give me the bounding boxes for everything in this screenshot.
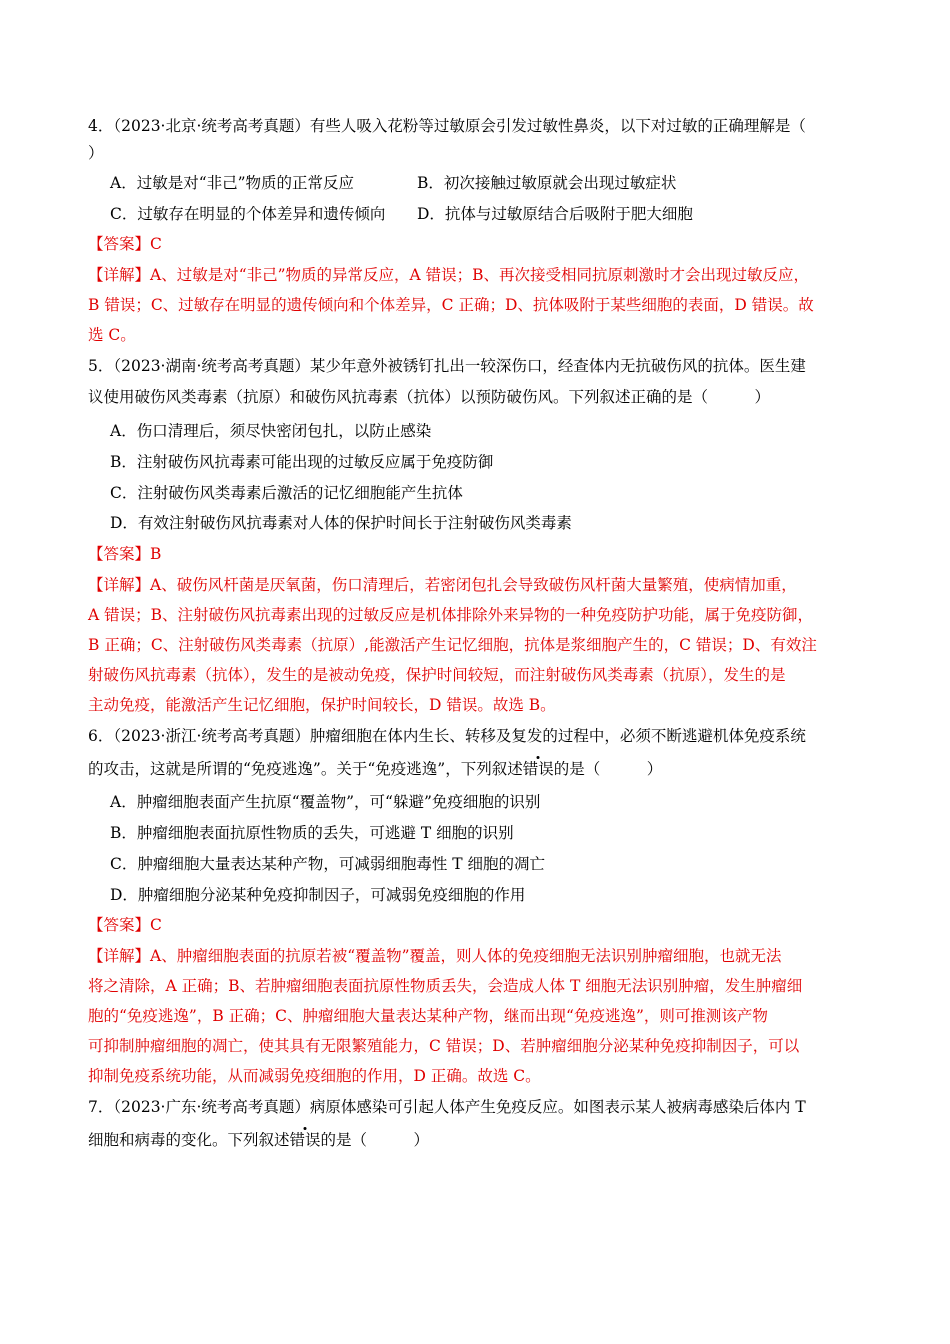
q7-emphasis-word: 错误 (289, 1131, 321, 1149)
q4-answer: 【答案】C (88, 235, 162, 253)
q7-stem-text-a: 细胞和病毒的变化。下列叙述 (88, 1131, 290, 1149)
q5-detail-line-1: 【详解】A、破伤风杆菌是厌氧菌，伤口清理后，若密闭包扎会导致破伤风杆菌大量繁殖，使病情加重， (88, 576, 797, 594)
q7-stem-line-2 (88, 1129, 429, 1151)
q6-option-d: D．肿瘤细胞分泌某种免疫抑制因子，可减弱免疫细胞的作用 (110, 886, 526, 904)
q4-stem-line-2: ） (88, 144, 104, 162)
q5-option-b: B．注射破伤风抗毒素可能出现的过敏反应属于免疫防御 (110, 453, 494, 471)
q5-answer: 【答案】B (88, 545, 162, 563)
q6-option-b: B．肿瘤细胞表面抗原性物质的丢失，可逃避 T 细胞的识别 (110, 824, 514, 842)
q5-detail-line-2: A 错误；B、注射破伤风抗毒素出现的过敏反应是机体排除外来异物的一种免疫防护功能，属于免疫防御， (88, 606, 814, 624)
q6-detail-line-3: 胞的“免疫逃逸”，B 正确；C、肿瘤细胞大量表达某种产物，继而出现“免疫逃逸”，则可推测该产物 (88, 1007, 768, 1025)
q6-answer: 【答案】C (88, 916, 162, 934)
q5-stem-line-2: 议使用破伤风类毒素（抗原）和破伤风抗毒素（抗体）以预防破伤风。下列叙述正确的是（ ） (88, 388, 771, 406)
q6-detail-line-2: 将之清除，A 正确；B、若肿瘤细胞表面抗原性物质丢失，会造成人体 T 细胞无法识别肿瘤，发生肿瘤细 (88, 977, 803, 995)
q7-stem-text-c: 的是（ ） (320, 1131, 430, 1149)
q5-detail-line-4: 射破伤风抗毒素（抗体），发生的是被动免疫，保护时间较短，而注射破伤风类毒素（抗原），发生的是 (88, 666, 786, 684)
q4-option-c: C．过敏存在明显的个体差异和遗传倾向 (110, 205, 386, 223)
q4-detail-line-3: 选 C。 (88, 326, 136, 344)
q6-detail-line-1: 【详解】A、肿瘤细胞表面的抗原若被“覆盖物”覆盖，则人体的免疫细胞无法识别肿瘤细胞，也就无法 (88, 947, 782, 965)
q7-stem-line-1: 7．（2023·广东·统考高考真题）病原体感染可引起人体产生免疫反应。如图表示某人被病毒感染后体内 T (88, 1098, 806, 1116)
q5-option-a: A．伤口清理后，须尽快密闭包扎，以防止感染 (110, 422, 432, 440)
q6-stem-line-1: 6．（2023·浙江·统考高考真题）肿瘤细胞在体内生长、转移及复发的过程中，必须不断逃避机体免疫系统 (88, 727, 806, 745)
q6-emphasis-word: 错误 (522, 760, 554, 778)
q6-option-a: A．肿瘤细胞表面产生抗原“覆盖物”，可“躲避”免疫细胞的识别 (110, 793, 541, 811)
q4-option-a: A．过敏是对“非己”物质的正常反应 (110, 174, 355, 192)
q4-option-b: B．初次接触过敏原就会出现过敏症状 (417, 174, 677, 192)
q6-detail-line-4: 可抑制肿瘤细胞的凋亡，使其具有无限繁殖能力，C 错误；D、若肿瘤细胞分泌某种免疫抑制因子，可以 (88, 1037, 800, 1055)
q4-option-d: D．抗体与过敏原结合后吸附于肥大细胞 (417, 205, 693, 223)
q6-stem-text-c: 的是（ ） (553, 760, 663, 778)
q6-stem-text-a: 的攻击，这就是所谓的“免疫逃逸”。关于“免疫逃逸”，下列叙述 (88, 760, 523, 778)
q4-stem-line-1: 4．（2023·北京·统考高考真题）有些人吸入花粉等过敏原会引发过敏性鼻炎，以下对过敏的正确理解是（ (88, 117, 806, 135)
q4-detail-line-2: B 错误；C、过敏存在明显的遗传倾向和个体差异，C 正确；D、抗体吸附于某些细胞的表面，D 错误。故 (88, 296, 814, 314)
q4-detail-line-1: 【详解】A、过敏是对“非己”物质的异常反应，A 错误；B、再次接受相同抗原刺激时才会出现过敏反应， (88, 266, 810, 284)
q5-option-d: D．有效注射破伤风抗毒素对人体的保护时间长于注射破伤风类毒素 (110, 514, 572, 532)
q5-detail-line-5: 主动免疫，能激活产生记忆细胞，保护时间较长，D 错误。故选 B。 (88, 696, 556, 714)
q5-stem-line-1: 5．（2023·湖南·统考高考真题）某少年意外被锈钉扎出一较深伤口，经查体内无抗破伤风的抗体。医生建 (88, 357, 806, 375)
q6-option-c: C．肿瘤细胞大量表达某种产物，可减弱细胞毒性 T 细胞的凋亡 (110, 855, 546, 873)
q5-option-c: C．注射破伤风类毒素后激活的记忆细胞能产生抗体 (110, 484, 463, 502)
q5-detail-line-3: B 正确；C、注射破伤风类毒素（抗原）,能激活产生记忆细胞，抗体是浆细胞产生的，C 错误；D、有效注 (88, 636, 817, 654)
q6-detail-line-5: 抑制免疫系统功能，从而减弱免疫细胞的作用，D 正确。故选 C。 (88, 1067, 541, 1085)
q6-stem-line-2 (88, 758, 662, 780)
